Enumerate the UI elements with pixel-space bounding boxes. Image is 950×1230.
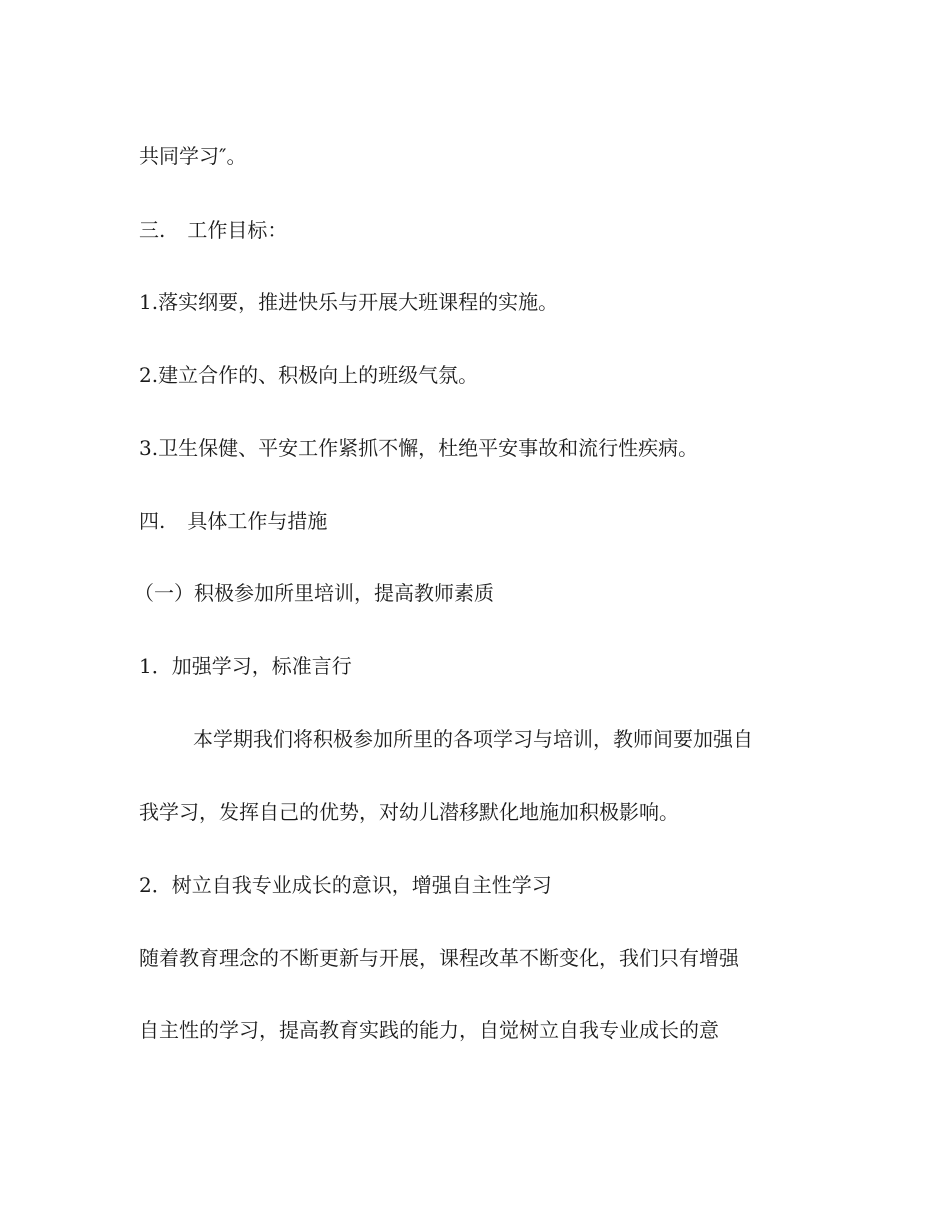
text-line: 3.卫生保健、平安工作紧抓不懈，杜绝平安事故和流行性疾病。: [139, 436, 699, 460]
subsection-heading: [134, 580, 494, 606]
goal-item-3: [139, 435, 698, 461]
text-line: 1．加强学习，标准言行: [139, 654, 352, 678]
paragraph-line: [139, 799, 679, 825]
paragraph-first-line: [193, 726, 753, 752]
text-line: 2.建立合作的、积极向上的班级气氛。: [139, 363, 479, 387]
text-line: 本学期我们将积极参加所里的各项学习与培训，教师间要加强自: [193, 727, 753, 751]
paragraph-continuation: [139, 143, 246, 169]
text-line: 2．树立自我专业成长的意识，增强自主性学习: [139, 873, 552, 897]
section-number: 三.: [139, 218, 166, 242]
text-line: 自主性的学习，提高教育实践的能力，自觉树立自我专业成长的意: [139, 1018, 719, 1042]
text-line: 我学习，发挥自己的优势，对幼儿潜移默化地施加积极影响。: [139, 800, 679, 824]
section-heading-3: [139, 217, 287, 243]
section-title: 工作目标：: [187, 218, 288, 242]
paragraph-line: [139, 1017, 719, 1043]
paragraph-line: [139, 945, 739, 971]
item-heading-2: [139, 872, 552, 898]
goal-item-2: [139, 362, 478, 388]
text-line: 共同学习″。: [139, 144, 247, 168]
section-number: 四.: [139, 509, 166, 533]
section-title: 具体工作与措施: [187, 509, 328, 533]
text-line: （一）积极参加所里培训，提高教师素质: [134, 581, 494, 605]
item-heading-1: [139, 653, 352, 679]
text-line: 随着教育理念的不断更新与开展，课程改革不断变化，我们只有增强: [139, 946, 739, 970]
text-line: 1.落实纲要，推进快乐与开展大班课程的实施。: [139, 290, 559, 314]
goal-item-1: [139, 289, 558, 315]
section-heading-4: [139, 508, 327, 534]
